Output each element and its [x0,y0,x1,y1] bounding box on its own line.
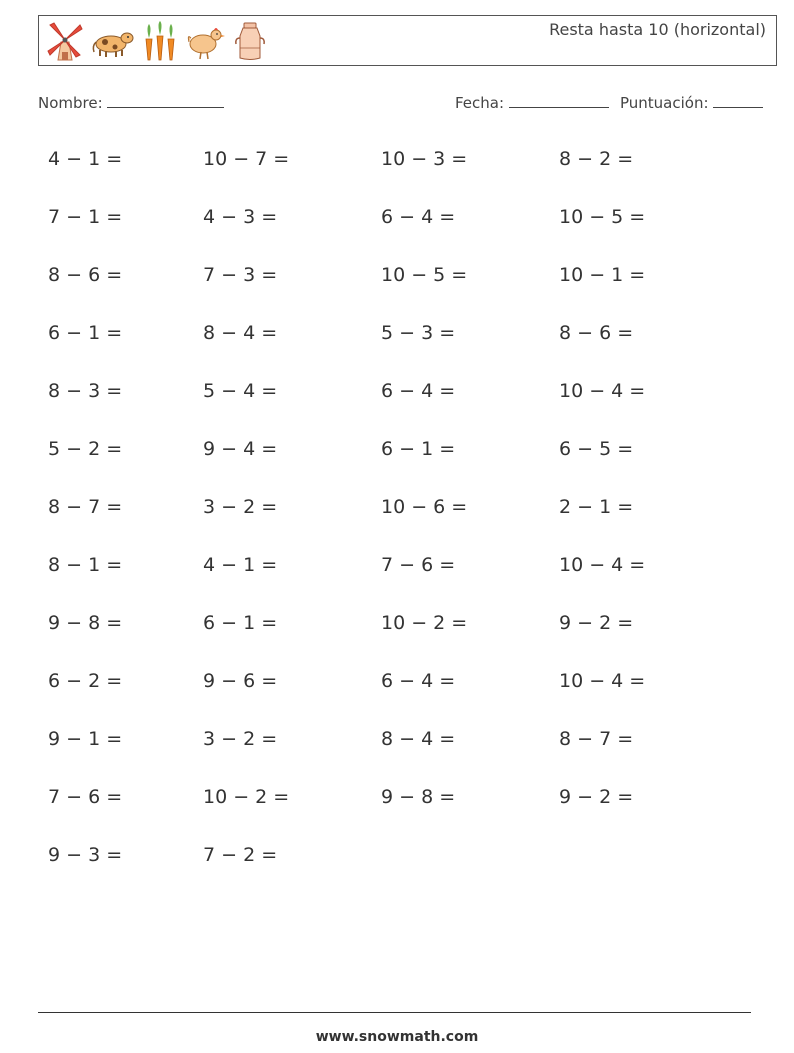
footer-site: www.snowmath.com [315,1029,479,1045]
problem-item: 10 − 7 = [203,148,290,170]
problem-item: 8 − 4 = [381,728,456,750]
problem-item: 5 − 4 = [203,380,278,402]
milk-can-icon [233,20,267,62]
problem-item: 10 − 4 = [559,554,646,576]
problem-item: 10 − 4 = [559,380,646,402]
date-blank[interactable] [509,93,609,108]
problem-item: 9 − 1 = [48,728,123,750]
problem-item: 6 − 4 = [381,670,456,692]
problem-item: 9 − 3 = [48,844,123,866]
problem-item: 5 − 3 = [381,322,456,344]
problem-item: 9 − 6 = [203,670,278,692]
problem-item: 10 − 5 = [381,264,468,286]
cow-icon [91,20,135,62]
problem-item: 8 − 7 = [48,496,123,518]
problem-item: 10 − 1 = [559,264,646,286]
problem-item: 8 − 4 = [203,322,278,344]
problem-item: 4 − 1 = [48,148,123,170]
problem-item: 10 − 4 = [559,670,646,692]
problem-item: 8 − 6 = [559,322,634,344]
score-blank[interactable] [713,93,763,108]
problem-item: 7 − 6 = [381,554,456,576]
score-label: Puntuación: [620,94,709,112]
problem-item: 7 − 3 = [203,264,278,286]
problem-item: 10 − 2 = [381,612,468,634]
problem-item: 10 − 2 = [203,786,290,808]
date-field [455,93,609,112]
worksheet-header [38,15,777,66]
problem-item: 4 − 1 = [203,554,278,576]
problem-item: 8 − 7 = [559,728,634,750]
date-label: Fecha: [455,94,505,112]
problem-item: 6 − 5 = [559,438,634,460]
problem-item: 9 − 8 = [381,786,456,808]
name-field [38,93,224,112]
name-label: Nombre: [38,94,103,112]
problem-item: 2 − 1 = [559,496,634,518]
problem-item: 8 − 6 = [48,264,123,286]
carrots-icon [141,20,179,62]
problem-item: 9 − 4 = [203,438,278,460]
problem-item: 4 − 3 = [203,206,278,228]
footer-divider [38,1012,751,1013]
problem-item: 3 − 2 = [203,728,278,750]
problem-item: 6 − 1 = [48,322,123,344]
score-field [620,93,763,112]
problem-item: 6 − 4 = [381,206,456,228]
problem-item: 7 − 6 = [48,786,123,808]
problem-item: 3 − 2 = [203,496,278,518]
problem-item: 6 − 1 = [381,438,456,460]
problem-item: 8 − 2 = [559,148,634,170]
problem-item: 6 − 1 = [203,612,278,634]
worksheet-title: Resta hasta 10 (horizontal) [549,20,766,39]
name-blank[interactable] [107,93,224,108]
problem-item: 10 − 5 = [559,206,646,228]
problem-item: 9 − 2 = [559,786,634,808]
problem-item: 9 − 8 = [48,612,123,634]
problem-item: 8 − 3 = [48,380,123,402]
problem-item: 6 − 4 = [381,380,456,402]
header-icons [45,20,267,62]
problem-item: 9 − 2 = [559,612,634,634]
problem-item: 10 − 6 = [381,496,468,518]
problem-item: 6 − 2 = [48,670,123,692]
hen-icon [185,20,227,62]
problem-item: 8 − 1 = [48,554,123,576]
problem-item: 7 − 1 = [48,206,123,228]
problem-item: 7 − 2 = [203,844,278,866]
problem-item: 5 − 2 = [48,438,123,460]
problem-item: 10 − 3 = [381,148,468,170]
windmill-icon [45,20,85,62]
